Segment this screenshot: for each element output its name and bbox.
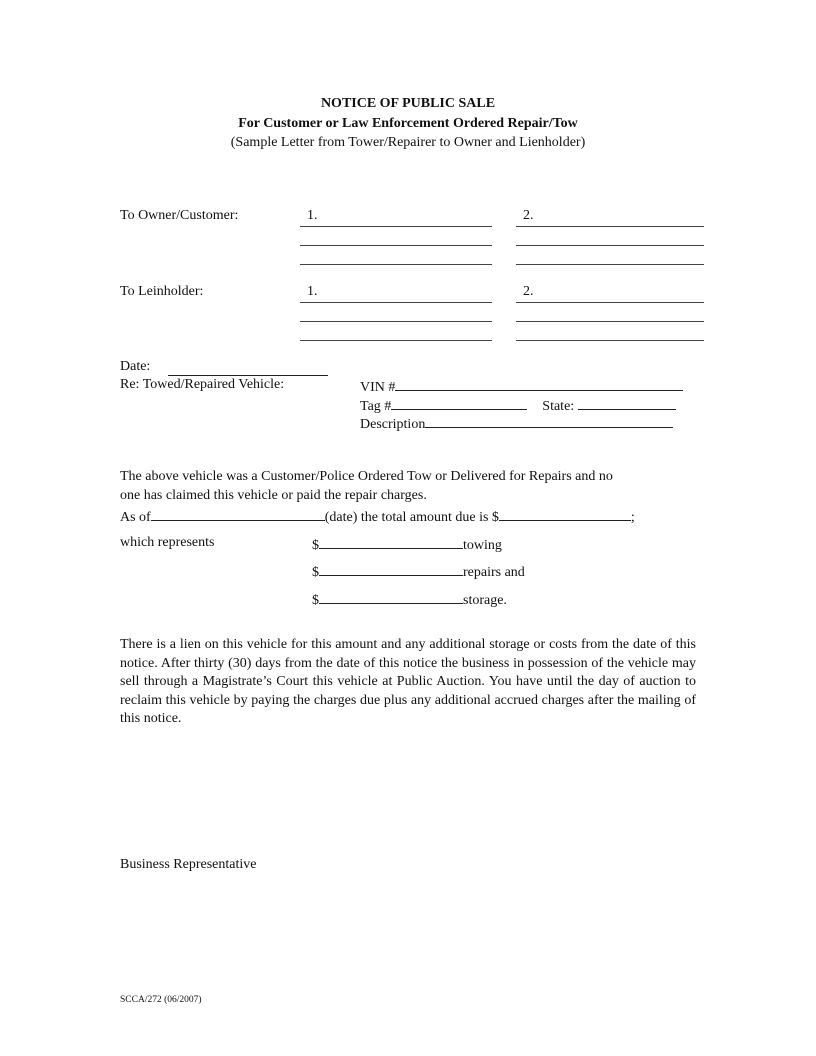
as-of-date-field[interactable]: [151, 507, 325, 521]
state-field[interactable]: [578, 396, 676, 410]
lienholder-number-1: 1.: [307, 284, 318, 299]
lienholder-2-line-3[interactable]: [516, 340, 704, 341]
date-field[interactable]: [168, 375, 328, 376]
lienholder-2-line-2[interactable]: [516, 321, 704, 322]
lienholder-1-line-1[interactable]: [300, 302, 492, 303]
re-label: Re: Towed/Repaired Vehicle:: [120, 377, 285, 392]
which-represents-label: which represents: [120, 535, 215, 550]
lien-notice-paragraph: There is a lien on this vehicle for this amount and any additional storage or costs from the date of this notice. After thirty (30) days from the date of this notice the business in possession of the vehicle may sell through a Magistrate’s Court this vehicle at Public Auction. You have until the day of auction to reclaim this vehicle by paying the charges due plus any additional accrued charges after the mailing of this notice.: [120, 637, 696, 726]
owner-2-line-2[interactable]: [516, 245, 704, 246]
tag-field[interactable]: [391, 396, 527, 410]
charge-row-storage: [312, 590, 507, 609]
towing-amount-field[interactable]: [319, 535, 463, 549]
charge-row-repairs: [312, 562, 525, 581]
form-number: SCCA/272 (06/2007): [120, 995, 202, 1005]
repairs-amount-field[interactable]: [319, 562, 463, 576]
charge-label-towing: towing: [463, 538, 502, 553]
document-subtitle: For Customer or Law Enforcement Ordered Repair/Tow: [238, 116, 578, 131]
description-label: Description: [360, 417, 426, 432]
owner-number-1: 1.: [307, 208, 318, 223]
document-subtitle-note: (Sample Letter from Tower/Repairer to Owner and Lienholder): [230, 135, 586, 150]
dollar-sign: $: [312, 593, 319, 608]
signature-label: Business Representative: [120, 857, 257, 872]
paragraph-1-line-1: The above vehicle was a Customer/Police Ordered Tow or Delivered for Repairs and no: [120, 469, 613, 484]
dollar-sign: $: [312, 565, 319, 580]
charge-label-storage: storage.: [463, 593, 507, 608]
as-of-prefix: As of: [120, 510, 151, 525]
vin-row: [360, 377, 683, 396]
owner-1-line-3[interactable]: [300, 264, 492, 265]
charge-row-towing: [312, 535, 502, 554]
storage-amount-field[interactable]: [319, 590, 463, 604]
vin-field[interactable]: [395, 377, 683, 391]
description-field[interactable]: [425, 414, 673, 428]
date-label: Date:: [120, 359, 151, 374]
owner-1-line-1[interactable]: [300, 226, 492, 227]
owner-number-2: 2.: [523, 208, 534, 223]
lienholder-1-line-3[interactable]: [300, 340, 492, 341]
lienholder-2-line-1[interactable]: [516, 302, 704, 303]
vin-label: VIN #: [360, 380, 396, 395]
owner-label: To Owner/Customer:: [120, 208, 239, 223]
state-label: State:: [542, 399, 575, 414]
lienholder-label: To Leinholder:: [120, 284, 204, 299]
owner-2-line-3[interactable]: [516, 264, 704, 265]
owner-1-line-2[interactable]: [300, 245, 492, 246]
paragraph-1-line-2: one has claimed this vehicle or paid the repair charges.: [120, 488, 427, 503]
description-row: [360, 414, 673, 433]
as-of-suffix: ;: [630, 510, 635, 525]
as-of-middle: (date) the total amount due is $: [324, 510, 499, 525]
lienholder-1-line-2[interactable]: [300, 321, 492, 322]
document-title: NOTICE OF PUBLIC SALE: [320, 96, 496, 111]
tag-row: [360, 396, 676, 415]
dollar-sign: $: [312, 538, 319, 553]
total-amount-field[interactable]: [499, 507, 631, 521]
as-of-row: [120, 507, 635, 526]
tag-label: Tag #: [360, 399, 392, 414]
owner-2-line-1[interactable]: [516, 226, 704, 227]
charge-label-repairs: repairs and: [463, 565, 525, 580]
lienholder-number-2: 2.: [523, 284, 534, 299]
